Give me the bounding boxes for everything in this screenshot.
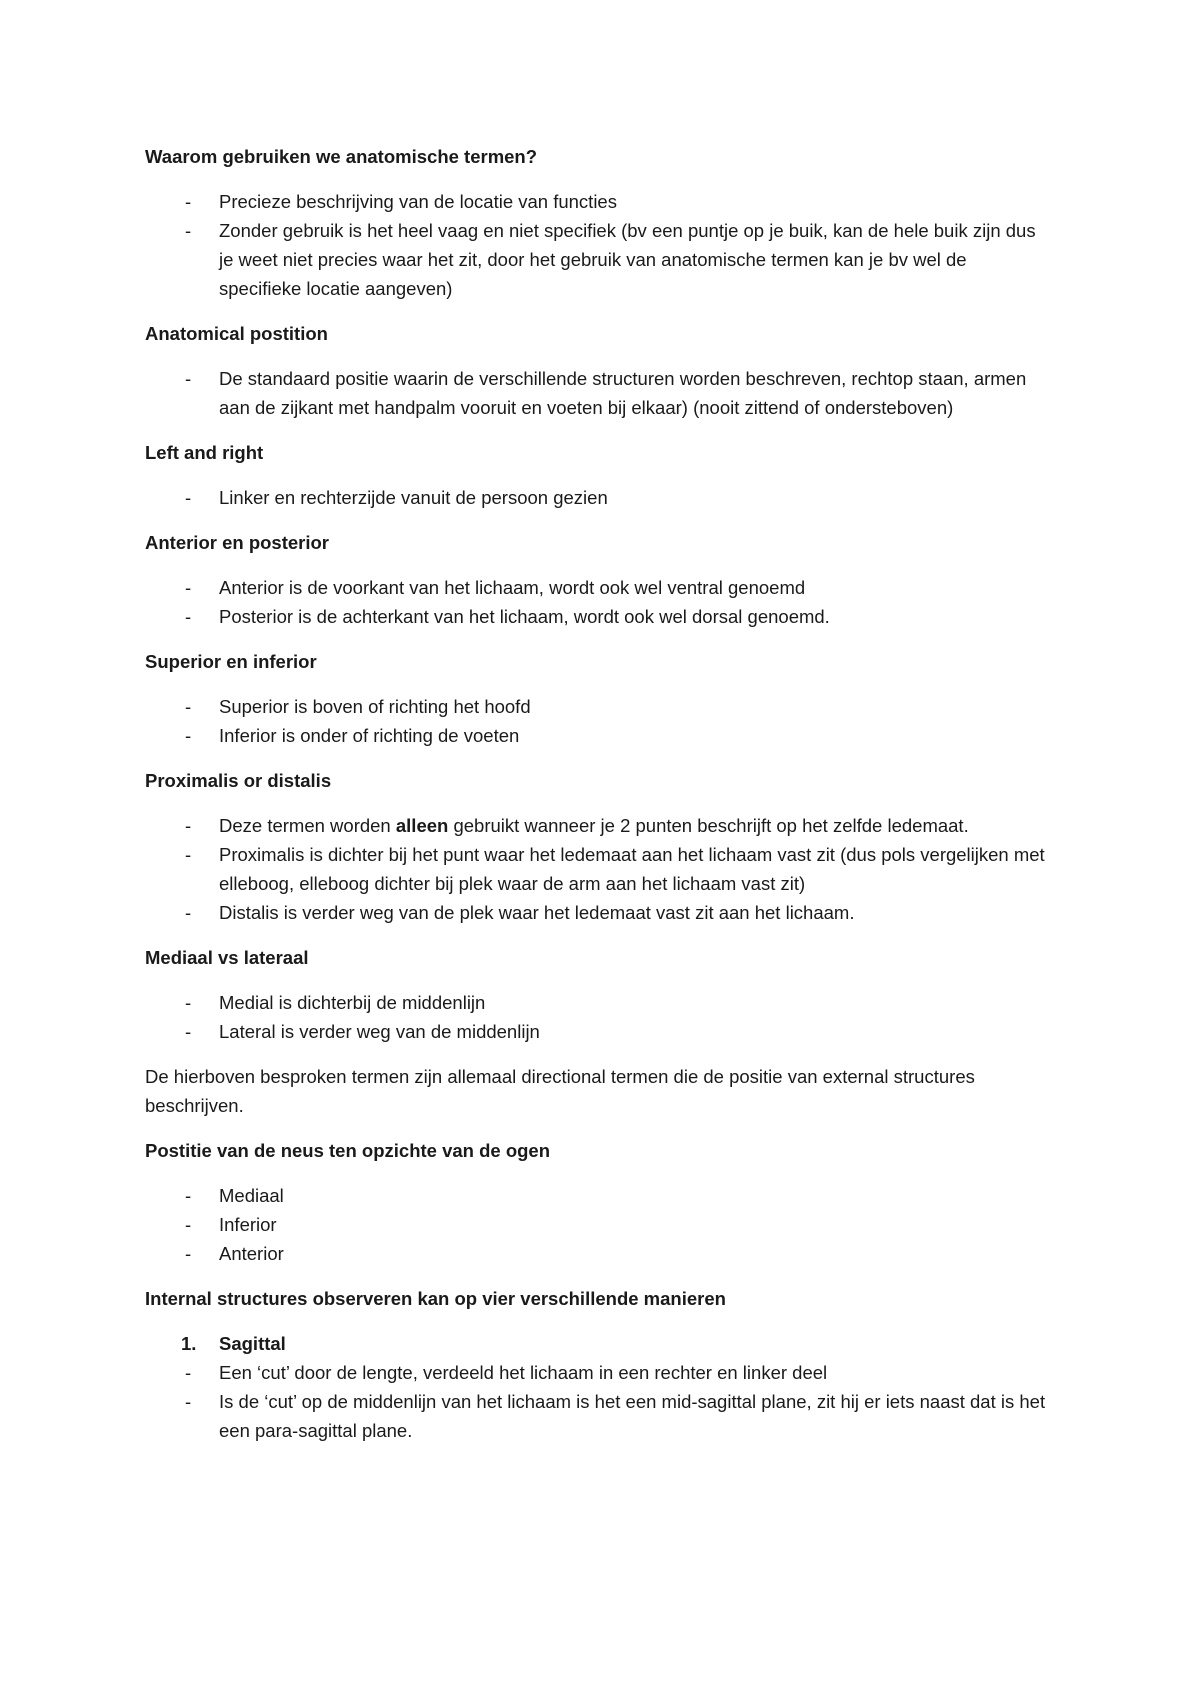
section-heading: Superior en inferior bbox=[145, 651, 317, 672]
numbered-item-title: Sagittal bbox=[219, 1333, 286, 1354]
bullet-dash: - bbox=[185, 1243, 192, 1264]
section-heading: Proximalis or distalis bbox=[145, 770, 332, 791]
bullet-dash: - bbox=[185, 1185, 192, 1206]
list-item bbox=[145, 573, 1050, 602]
list-item-text: Een ‘cut’ door de lengte, verdeeld het lichaam in een rechter en linker deel bbox=[219, 1362, 828, 1383]
list-item bbox=[145, 364, 1050, 422]
list-item bbox=[145, 1387, 1050, 1445]
section-heading: Internal structures observeren kan op vier verschillende manieren bbox=[145, 1288, 726, 1309]
bullet-list bbox=[145, 692, 1050, 750]
list-item bbox=[145, 1210, 1050, 1239]
section-heading: Left and right bbox=[145, 442, 264, 463]
bullet-list bbox=[145, 988, 1050, 1046]
numbered-list bbox=[145, 1329, 1050, 1358]
list-item-text: Inferior is onder of richting de voeten bbox=[219, 725, 520, 746]
bullet-list bbox=[145, 811, 1050, 927]
list-item bbox=[145, 187, 1050, 216]
list-item bbox=[145, 483, 1050, 512]
list-item-text: De standaard positie waarin de verschillende structuren worden beschreven, rechtop staan, armen aan de zijkant met handpalm vooruit en voeten bij elkaar) (nooit zittend of ondersteboven) bbox=[219, 368, 1027, 418]
bullet-dash: - bbox=[185, 1214, 192, 1235]
section-heading: Mediaal vs lateraal bbox=[145, 947, 309, 968]
bullet-dash: - bbox=[185, 1362, 192, 1383]
body-paragraph: De hierboven besproken termen zijn allemaal directional termen die de positie van external structures beschrijven. bbox=[145, 1066, 975, 1116]
bullet-dash: - bbox=[185, 1391, 192, 1412]
section-heading: Anatomical postition bbox=[145, 323, 328, 344]
list-item-text: Lateral is verder weg van de middenlijn bbox=[219, 1021, 540, 1042]
list-item-text-end: gebruikt wanneer je 2 punten beschrijft op het zelfde ledemaat. bbox=[448, 815, 969, 836]
list-item bbox=[145, 1181, 1050, 1210]
list-item-text-start: Deze termen worden bbox=[219, 815, 396, 836]
bullet-list bbox=[145, 187, 1050, 303]
bullet-dash: - bbox=[185, 577, 192, 598]
bullet-dash: - bbox=[185, 606, 192, 627]
bullet-dash: - bbox=[185, 725, 192, 746]
numbered-item bbox=[145, 1329, 1050, 1358]
list-item bbox=[145, 898, 1050, 927]
list-item-text: Distalis is verder weg van de plek waar het ledemaat vast zit aan het lichaam. bbox=[219, 902, 855, 923]
list-item-text: Posterior is de achterkant van het lichaam, wordt ook wel dorsal genoemd. bbox=[219, 606, 830, 627]
list-item bbox=[145, 216, 1050, 303]
list-item bbox=[145, 1017, 1050, 1046]
bullet-dash: - bbox=[185, 487, 192, 508]
bullet-dash: - bbox=[185, 368, 192, 389]
list-item-text: Medial is dichterbij de middenlijn bbox=[219, 992, 486, 1013]
list-item bbox=[145, 988, 1050, 1017]
bullet-dash: - bbox=[185, 844, 192, 865]
list-item-text: Superior is boven of richting het hoofd bbox=[219, 696, 531, 717]
list-item bbox=[145, 1239, 1050, 1268]
list-number: 1. bbox=[181, 1333, 197, 1354]
bullet-dash: - bbox=[185, 191, 192, 212]
list-item bbox=[145, 840, 1050, 898]
bullet-list bbox=[145, 483, 1050, 512]
bullet-dash: - bbox=[185, 815, 192, 836]
list-item bbox=[145, 811, 1050, 840]
list-item-text: Inferior bbox=[219, 1214, 277, 1235]
list-item-text: Proximalis is dichter bij het punt waar het ledemaat aan het lichaam vast zit (dus pols vergelijken met elleboog, elleboog dichter bij plek waar de arm aan het lichaam vast zit) bbox=[219, 844, 1045, 894]
list-item bbox=[145, 602, 1050, 631]
list-item bbox=[145, 692, 1050, 721]
list-item-text: Zonder gebruik is het heel vaag en niet specifiek (bv een puntje op je buik, kan de hele buik zijn dus je weet niet precies waar het zit, door het gebruik van anatomische termen kan je bv wel de specifieke locatie aangeven) bbox=[219, 220, 1036, 299]
list-item-text-emphasis: alleen bbox=[395, 815, 449, 836]
list-item bbox=[145, 1358, 1050, 1387]
bullet-list bbox=[145, 364, 1050, 422]
bullet-list bbox=[145, 1181, 1050, 1268]
bullet-dash: - bbox=[185, 1021, 192, 1042]
list-item-text: Anterior bbox=[219, 1243, 284, 1264]
list-item-text: Is de ‘cut’ op de middenlijn van het lichaam is het een mid-sagittal plane, zit hij er iets naast dat is het een para-sagittal plane. bbox=[219, 1391, 1046, 1441]
bullet-list bbox=[145, 1358, 1050, 1445]
section-heading: Waarom gebruiken we anatomische termen? bbox=[145, 146, 538, 167]
list-item bbox=[145, 721, 1050, 750]
section-heading: Anterior en posterior bbox=[145, 532, 329, 553]
bullet-dash: - bbox=[185, 992, 192, 1013]
bullet-dash: - bbox=[185, 696, 192, 717]
section-heading: Postitie van de neus ten opzichte van de ogen bbox=[145, 1140, 551, 1161]
list-item-text: Precieze beschrijving van de locatie van functies bbox=[219, 191, 617, 212]
list-item-text: Anterior is de voorkant van het lichaam, wordt ook wel ventral genoemd bbox=[219, 577, 806, 598]
bullet-list bbox=[145, 573, 1050, 631]
bullet-dash: - bbox=[185, 902, 192, 923]
list-item-text: Mediaal bbox=[219, 1185, 284, 1206]
bullet-dash: - bbox=[185, 220, 192, 241]
list-item-text: Linker en rechterzijde vanuit de persoon gezien bbox=[219, 487, 608, 508]
